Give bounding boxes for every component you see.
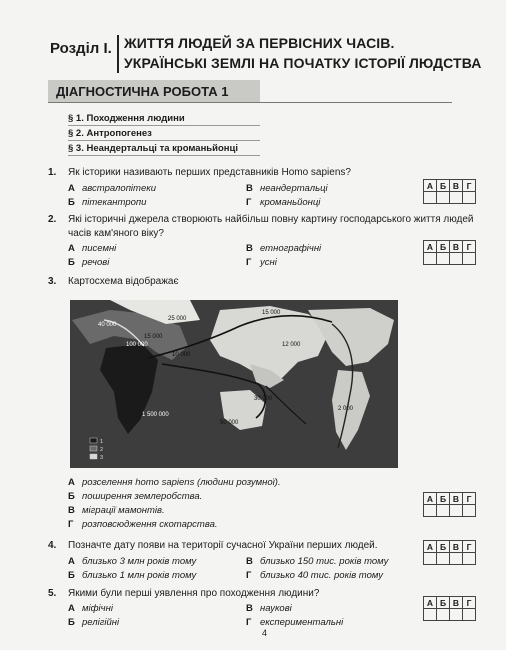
question-3-option-b[interactable]: Б поширення землеробства.: [68, 491, 203, 502]
question-1-option-a[interactable]: А австралопітеки: [68, 183, 156, 194]
map-label: 30 000: [254, 396, 273, 402]
topics-list: [68, 111, 238, 156]
question-5-text: Якими були перші уявлення про походження людини?: [68, 588, 320, 599]
world-map-graphic: [70, 300, 398, 468]
question-4-option-b[interactable]: Б близько 1 млн років тому: [68, 570, 197, 581]
section-label: Розділ І.: [50, 40, 112, 57]
map-label: 100 000: [126, 342, 148, 348]
question-4-number: 4.: [48, 540, 57, 551]
question-4-option-d[interactable]: Г близько 40 тис. років тому: [246, 570, 384, 581]
topic-rule: [68, 125, 260, 126]
map-label: 50 000: [220, 420, 239, 426]
map-label: 25 000: [168, 316, 187, 322]
chapter-title-line1: ЖИТТЯ ЛЮДЕЙ ЗА ПЕРВІСНИХ ЧАСІВ.: [124, 35, 395, 51]
map-label: 1 500 000: [142, 412, 169, 418]
question-2-answer-grid[interactable]: А Б В Г: [423, 240, 476, 265]
migration-map: [70, 300, 398, 468]
work-title-rule: [48, 102, 452, 103]
legend-label: 2: [100, 447, 104, 453]
question-1-option-d[interactable]: Г кроманьйонці: [246, 197, 321, 208]
legend-swatch: [90, 454, 97, 459]
map-label: 15 000: [262, 310, 281, 316]
question-1-answer-grid[interactable]: А Б В Г: [423, 179, 476, 204]
question-5-answer-grid[interactable]: А Б В Г: [423, 596, 476, 621]
question-1-number: 1.: [48, 167, 57, 178]
title-divider: [117, 35, 119, 73]
question-3-text: Картосхема відображає: [68, 276, 179, 287]
question-1-text: Як історики називають перших представників Homo sapiens?: [68, 167, 351, 178]
question-5-option-d[interactable]: Г експериментальні: [246, 617, 344, 628]
question-1-option-c[interactable]: В неандертальці: [246, 183, 328, 194]
topic-item: § 1. Походження людини: [68, 113, 185, 124]
question-2-text: Які історичні джерела створюють найбільш повну картину господарського життя людей часів кам'яного віку?: [68, 214, 474, 239]
question-2-number: 2.: [48, 214, 57, 225]
topic-rule: [68, 155, 260, 156]
question-5-option-a[interactable]: А міфічні: [68, 603, 113, 614]
question-3-option-a[interactable]: А розселення homo sapiens (людини розумної).: [68, 477, 281, 488]
topic-rule: [68, 140, 260, 141]
page-number: 4: [262, 628, 268, 638]
question-2-option-b[interactable]: Б речові: [68, 257, 110, 268]
map-label: 2 000: [338, 406, 354, 412]
question-2-option-d[interactable]: Г усні: [246, 257, 277, 268]
topic-item: § 2. Антропогенез: [68, 128, 152, 139]
legend-swatch: [90, 446, 97, 451]
question-4-answer-grid[interactable]: А Б В Г: [423, 540, 476, 565]
map-label: 12 000: [282, 342, 301, 348]
question-4-option-c[interactable]: В близько 150 тис. років тому: [246, 556, 389, 567]
map-label: 10 000: [172, 352, 191, 358]
question-5-option-b[interactable]: Б релігійні: [68, 617, 120, 628]
question-5-number: 5.: [48, 588, 57, 599]
map-label: 15 000: [144, 334, 163, 340]
chapter-title: [124, 33, 481, 73]
question-3-option-c[interactable]: В міграції мамонтів.: [68, 505, 165, 516]
legend-label: 1: [100, 439, 104, 445]
question-5-option-c[interactable]: В наукові: [246, 603, 292, 614]
question-2-option-c[interactable]: В етнографічні: [246, 243, 322, 254]
chapter-title-line2: УКРАЇНСЬКІ ЗЕМЛІ НА ПОЧАТКУ ІСТОРІЇ ЛЮДСТВА: [124, 55, 482, 71]
question-2-option-a[interactable]: А писемні: [68, 243, 117, 254]
legend-swatch: [90, 438, 97, 443]
question-4-text: Позначте дату появи на території сучасної України перших людей.: [68, 540, 378, 551]
question-3-option-d[interactable]: Г розповсюдження скотарства.: [68, 519, 218, 530]
question-3-number: 3.: [48, 276, 57, 287]
topic-item: § 3. Неандертальці та кроманьйонці: [68, 143, 239, 154]
question-4-option-a[interactable]: А близько 3 млн років тому: [68, 556, 197, 567]
map-label: 40 000: [98, 322, 117, 328]
question-1-option-b[interactable]: Б пітекантропи: [68, 197, 147, 208]
legend-label: 3: [100, 455, 104, 461]
question-3-answer-grid[interactable]: А Б В Г: [423, 492, 476, 517]
work-title: ДІАГНОСТИЧНА РОБОТА 1: [56, 84, 229, 99]
